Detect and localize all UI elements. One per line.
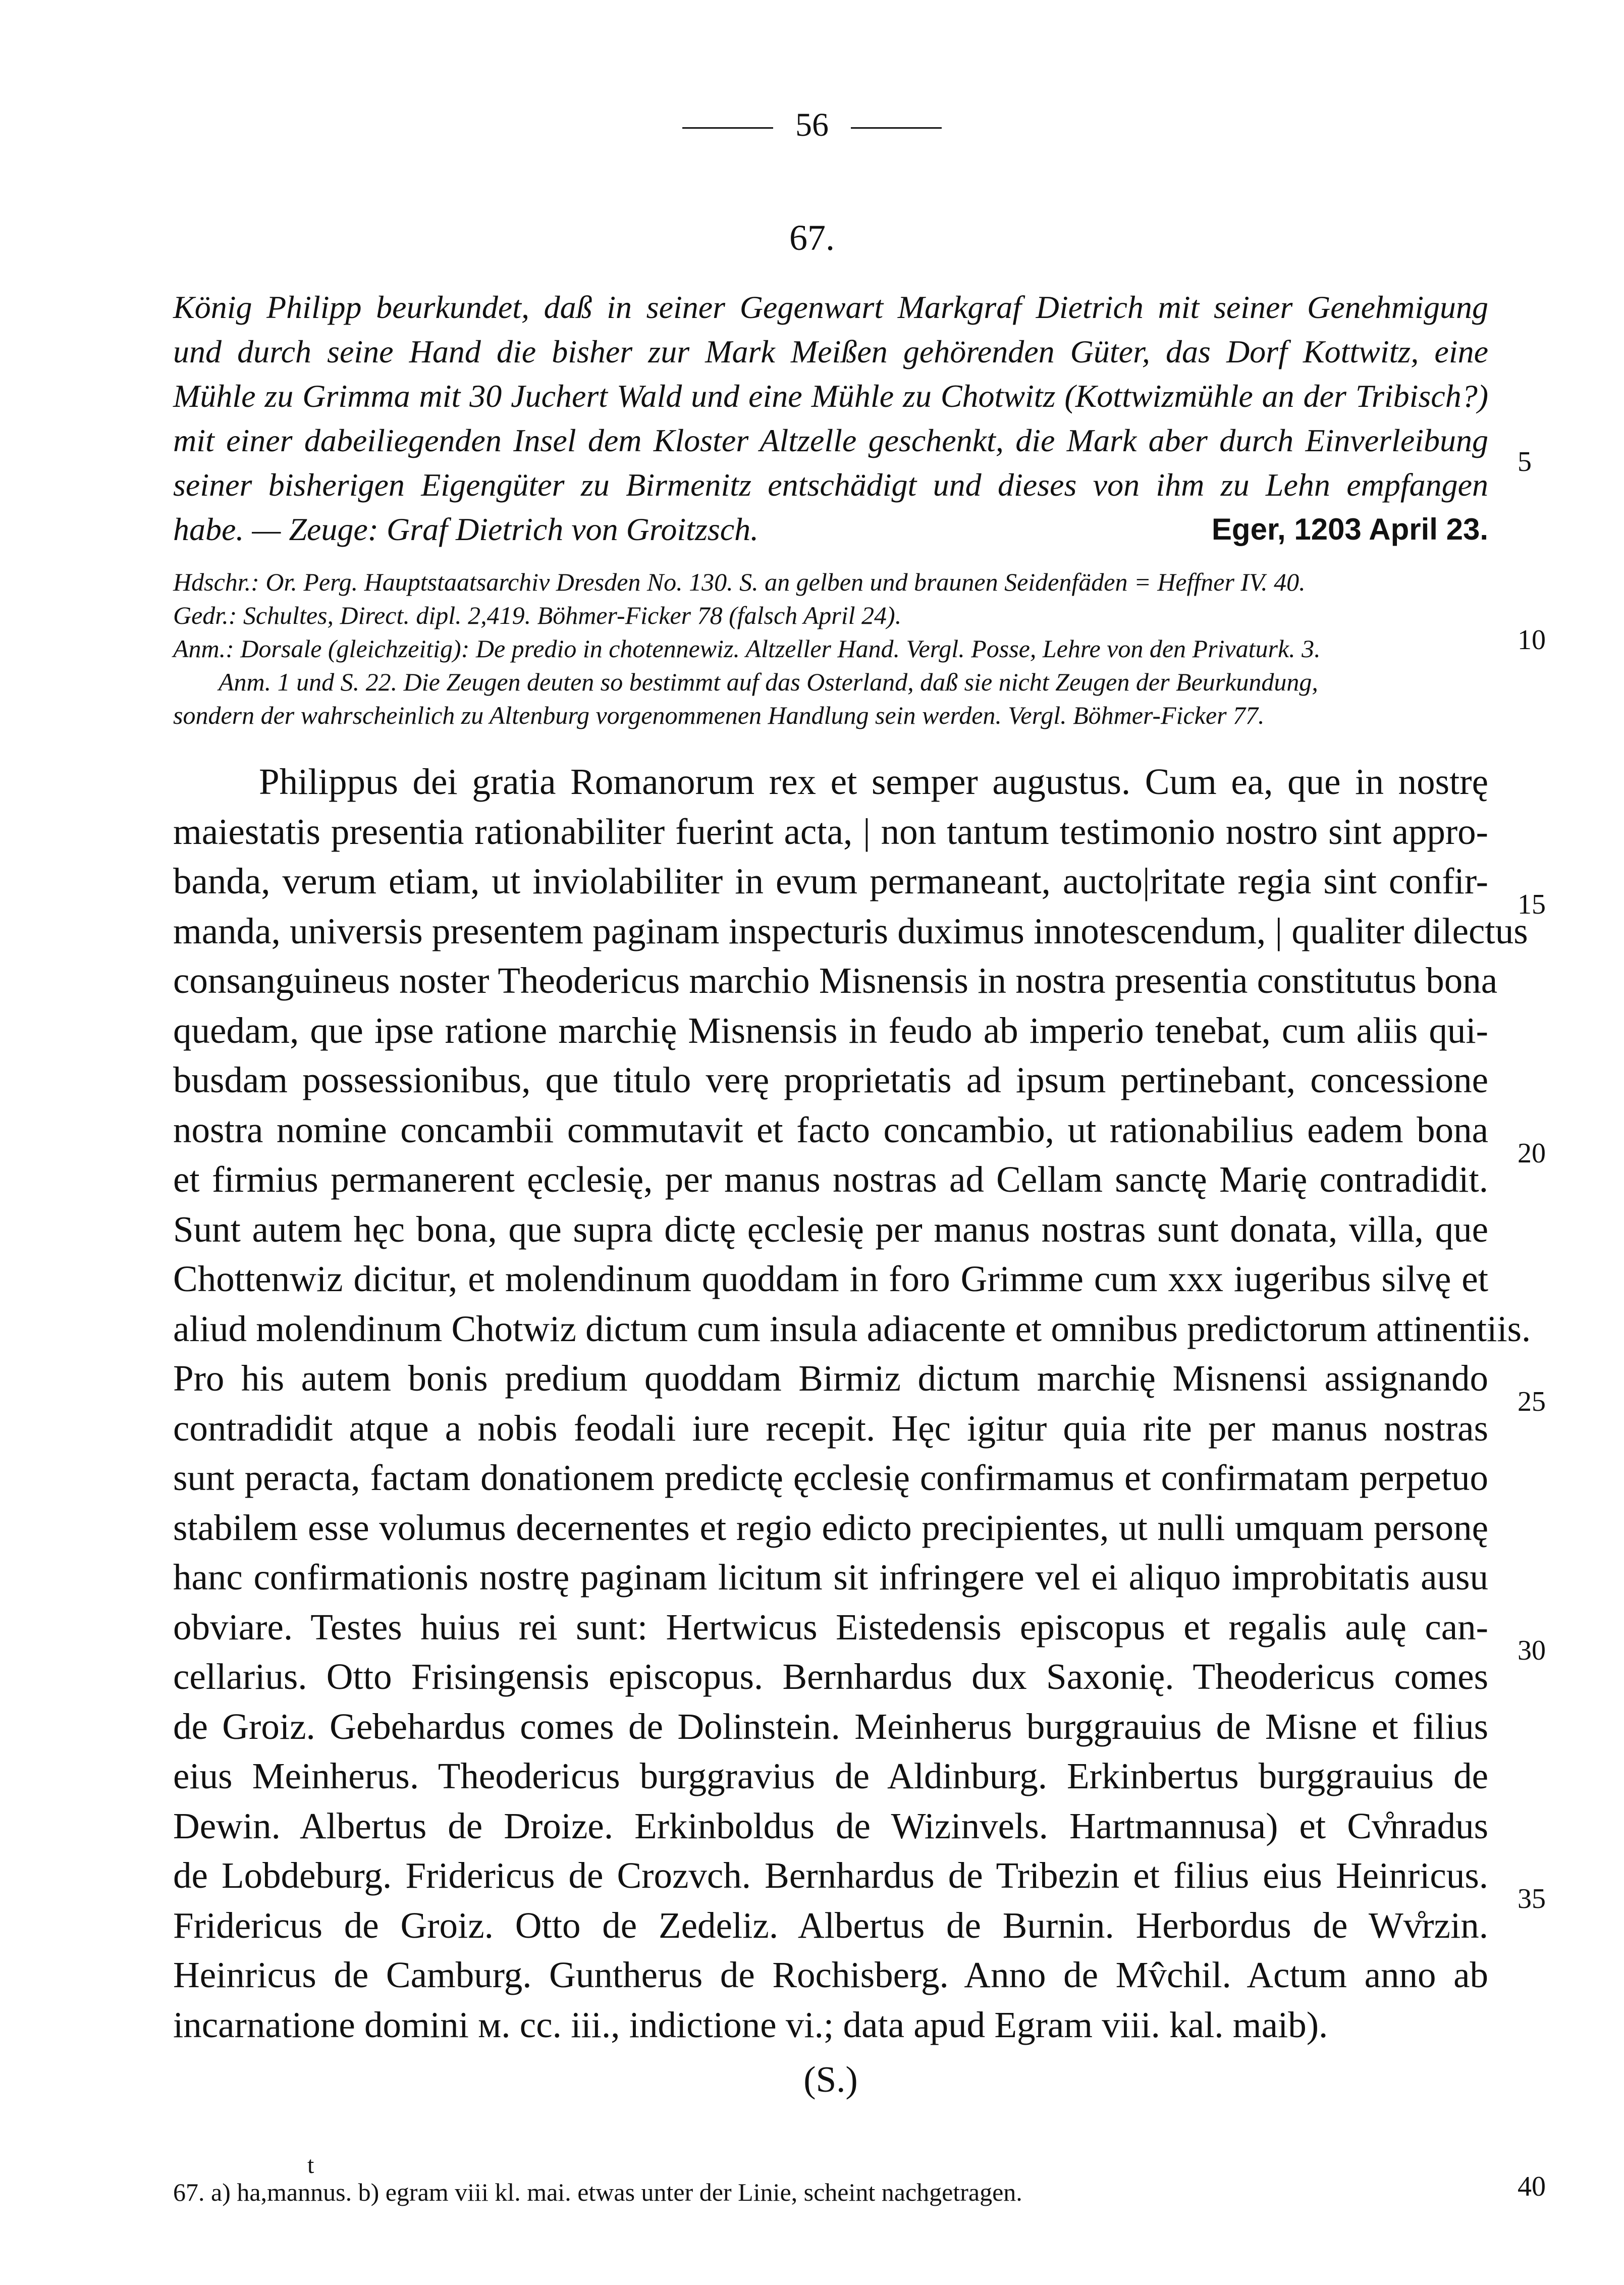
charter-line: contradidit atque a nobis feodali iure recepit. Hęc igitur quia rite per manus nostras bbox=[173, 1407, 1488, 1449]
apparatus-line: Hdschr.: Or. Perg. Hauptstaatsarchiv Dresden No. 130. S. an gelben und braunen Seidenfäden = Heffner IV. 40. bbox=[173, 568, 1306, 596]
issue-date: Eger, 1203 April 23. bbox=[1211, 512, 1488, 546]
charter-line: incarnatione domini ᴍ. cc. iii., indictione vi.; data apud Egram viii. kal. maib). bbox=[173, 2004, 1328, 2045]
charter-line: de Lobdeburg. Fridericus de Crozvch. Bernhardus de Tribezin et filius eius Heinricus. bbox=[173, 1855, 1488, 1896]
charter-line: Sunt autem hęc bona, que supra dictę ęcclesię per manus nostras sunt donata, villa, que bbox=[173, 1208, 1488, 1250]
charter-line: de Groiz. Gebehardus comes de Dolinstein. Meinherus burggrauius de Misne et filius bbox=[173, 1706, 1488, 1747]
critical-apparatus bbox=[173, 565, 1488, 732]
line-number: 25 bbox=[1518, 1386, 1546, 1417]
charter-line: banda, verum etiam, ut inviolabiliter in evum permaneant, aucto|ritate regia sint confir- bbox=[173, 861, 1488, 901]
header-rule-right bbox=[851, 127, 942, 129]
header-rule-left bbox=[682, 127, 773, 129]
regest-closing-text: habe. — Zeuge: Graf Dietrich von Groitzsch. bbox=[173, 511, 759, 547]
charter-line: quedam, que ipse ratione marchię Misnensis in feudo ab imperio tenebat, cum aliis qui- bbox=[173, 1009, 1488, 1051]
charter-line: Pro his autem bonis predium quoddam Birmiz dictum marchię Misnensi assignando bbox=[173, 1358, 1488, 1399]
regest bbox=[173, 285, 1488, 552]
charter-line: stabilem esse volumus decernentes et regio edicto precipientes, ut nulli umquam personę bbox=[173, 1507, 1488, 1548]
charter-line: et firmius permanerent ęcclesię, per manus nostras ad Cellam sanctę Marię contradidit. bbox=[173, 1159, 1488, 1200]
apparatus-line: Anm.: Dorsale (gleichzeitig): De predio in chotennewiz. Altzeller Hand. Vergl. Posse, Lehre von den Privaturk. 3. bbox=[173, 634, 1321, 663]
charter-line: sunt peracta, factam donationem predictę ęcclesię confirmamus et confirmatam perpetuo bbox=[173, 1457, 1488, 1498]
document-number: 67. bbox=[789, 218, 835, 258]
apparatus-line: Gedr.: Schultes, Direct. dipl. 2,419. Böhmer-Ficker 78 (falsch April 24). bbox=[173, 601, 902, 629]
charter-line: Chottenwiz dicitur, et molendinum quoddam in foro Grimme cum xxx iugeribus silvę et bbox=[173, 1258, 1488, 1299]
charter-line: Philippus dei gratia Romanorum rex et semper augustus. Cum ea, que in nostrę bbox=[259, 761, 1488, 802]
seal-mark: (S.) bbox=[803, 2059, 858, 2100]
apparatus-line: sondern der wahrscheinlich zu Altenburg vorgenommenen Handlung sein werden. Vergl. Böhmer-Ficker 77. bbox=[173, 701, 1265, 729]
regest-line: König Philipp beurkundet, daß in seiner Gegenwart Markgraf Dietrich mit seiner Genehmigung bbox=[173, 289, 1488, 325]
charter-line: cellarius. Otto Frisingensis episcopus. Bernhardus dux Saxonię. Theodericus comes bbox=[173, 1656, 1488, 1697]
line-number: 35 bbox=[1518, 1883, 1546, 1915]
charter-line: obviare. Testes huius rei sunt: Hertwicus Eistedensis episcopus et regalis aulę can- bbox=[173, 1606, 1488, 1648]
charter-line: Dewin. Albertus de Droize. Erkinboldus de Wizinvels. Hartmannusa) et Cv̊nradus bbox=[173, 1805, 1488, 1846]
charter-text bbox=[173, 757, 1531, 2105]
page-number: 56 bbox=[795, 107, 829, 143]
regest-line: Mühle zu Grimma mit 30 Juchert Wald und eine Mühle zu Chotwitz (Kottwizmühle an der Tribisch?) bbox=[173, 378, 1488, 414]
charter-line: hanc confirmationis nostrę paginam licitum sit infringere vel ei aliquo improbitatis ausu bbox=[173, 1557, 1488, 1598]
charter-line: manda, universis presentem paginam inspecturis duximus innotescendum, | qualiter dilectus bbox=[173, 910, 1528, 951]
line-number: 15 bbox=[1518, 889, 1546, 920]
charter-line: aliud molendinum Chotwiz dictum cum insula adiacente et omnibus predictorum attinentiis. bbox=[173, 1308, 1531, 1349]
charter-line: Heinricus de Camburg. Guntherus de Rochisberg. Anno de Mv̂chil. Actum anno ab bbox=[173, 1954, 1488, 1995]
line-number: 40 bbox=[1518, 2171, 1546, 2202]
line-number: 10 bbox=[1518, 624, 1546, 656]
regest-last-line bbox=[173, 507, 1488, 552]
charter-line: nostra nomine concambii commutavit et facto concambio, ut rationabilius eadem bona bbox=[173, 1109, 1488, 1150]
line-number: 30 bbox=[1518, 1635, 1546, 1666]
line-number: 5 bbox=[1518, 446, 1532, 477]
charter-line: Fridericus de Groiz. Otto de Zedeliz. Albertus de Burnin. Herbordus de Wv̊rzin. bbox=[173, 1904, 1488, 1946]
charter-line: maiestatis presentia rationabiliter fuerint acta, | non tantum testimonio nostro sint appro- bbox=[173, 811, 1488, 852]
regest-line: mit einer dabeiliegenden Insel dem Kloster Altzelle geschenkt, die Mark aber durch Einverleibung bbox=[173, 422, 1488, 458]
charter-line: busdam possessionibus, que titulo verę proprietatis ad ipsum pertinebant, concessione bbox=[173, 1059, 1488, 1100]
charter-line: consanguineus noster Theodericus marchio Misnensis in nostra presentia constitutus bona bbox=[173, 960, 1498, 1001]
apparatus-line: Anm. 1 und S. 22. Die Zeugen deuten so bestimmt auf das Osterland, daß sie nicht Zeugen der Beurkundung, bbox=[219, 668, 1318, 696]
regest-line: und durch seine Hand die bisher zur Mark Meißen gehörenden Güter, das Dorf Kottwitz, eine bbox=[173, 334, 1488, 369]
footnote-superscript: t bbox=[307, 2152, 314, 2178]
footnote-line: 67. a) ha,mannus. b) egram viii kl. mai. etwas unter der Linie, scheint nachgetragen. bbox=[173, 2178, 1022, 2206]
line-number: 20 bbox=[1518, 1138, 1546, 1169]
footnotes bbox=[173, 2152, 1488, 2209]
regest-line: seiner bisherigen Eigengüter zu Birmenitz entschädigt und dieses von ihm zu Lehn empfangen bbox=[173, 467, 1488, 503]
charter-line: eius Meinherus. Theodericus burggravius de Aldinburg. Erkinbertus burggrauius de bbox=[173, 1756, 1488, 1796]
page-header bbox=[0, 106, 1624, 144]
